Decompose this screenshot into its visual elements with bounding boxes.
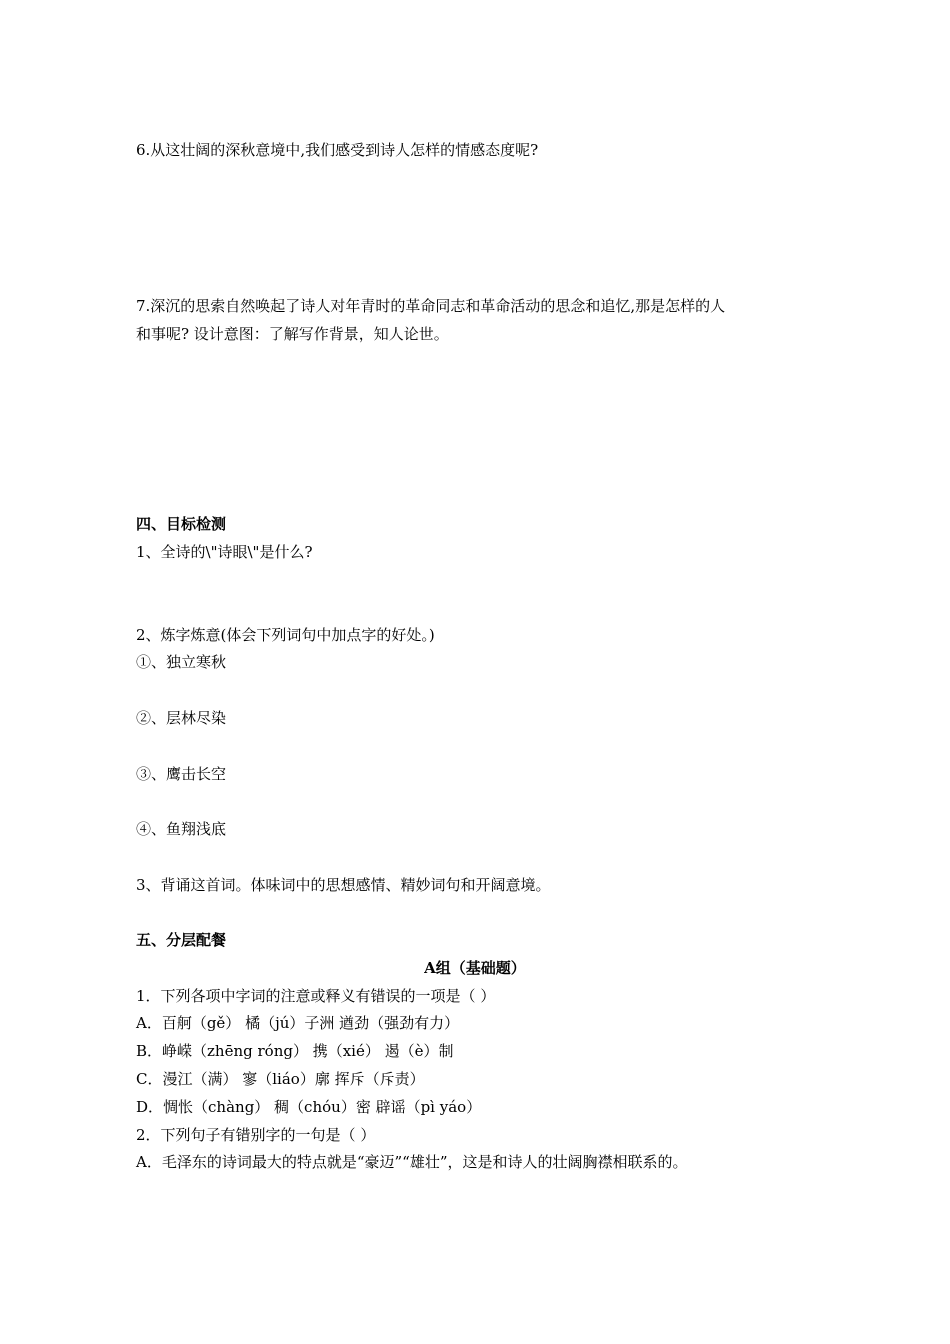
section-4-sub-1: ①、独立寒秋 (136, 653, 227, 671)
question-1-option-d: D．惆怅（chàng） 稠（chóu）密 辟谣（pì yáo） (136, 1098, 482, 1116)
section-4-item-1: 1、全诗的\"诗眼\"是什么? (136, 543, 313, 561)
group-a-heading: A组（基础题） (424, 959, 526, 977)
section-4-sub-4: ④、鱼翔浅底 (136, 820, 227, 838)
question-1-option-a: A．百舸（gě） 橘（jú）子洲 遒劲（强劲有力） (136, 1014, 460, 1032)
question-1-option-c: C．漫江（满） 寥（liáo）廓 挥斥（斥责） (136, 1070, 425, 1088)
section-4-item-3: 3、背诵这首词。体味词中的思想感情、精妙词句和开阔意境。 (136, 876, 551, 894)
question-7-line-1: 7.深沉的思索自然唤起了诗人对年青时的革命同志和革命活动的思念和追忆,那是怎样的人 (136, 297, 726, 315)
section-4-sub-2: ②、层林尽染 (136, 709, 227, 727)
question-1-option-b: B．峥嵘（zhēng róng） 携（xié） 遏（è）制 (136, 1042, 454, 1060)
question-2-option-a: A．毛泽东的诗词最大的特点就是“豪迈”“雄壮”，这是和诗人的壮阔胸襟相联系的。 (136, 1153, 688, 1171)
section-5-question-1: 1．下列各项中字词的注意或释义有错误的一项是（ ） (136, 987, 496, 1005)
section-5-question-2: 2．下列句子有错别字的一句是（ ） (136, 1126, 376, 1144)
section-4-sub-3: ③、鹰击长空 (136, 765, 227, 783)
section-4-title: 四、目标检测 (136, 515, 227, 533)
section-5-title: 五、分层配餐 (136, 931, 227, 949)
question-7-line-2: 和事呢? 设计意图：了解写作背景，知人论世。 (136, 325, 449, 343)
question-6: 6.从这壮阔的深秋意境中,我们感受到诗人怎样的情感态度呢? (136, 141, 539, 159)
section-4-item-2: 2、炼字炼意(体会下列词句中加点字的好处。) (136, 626, 435, 644)
